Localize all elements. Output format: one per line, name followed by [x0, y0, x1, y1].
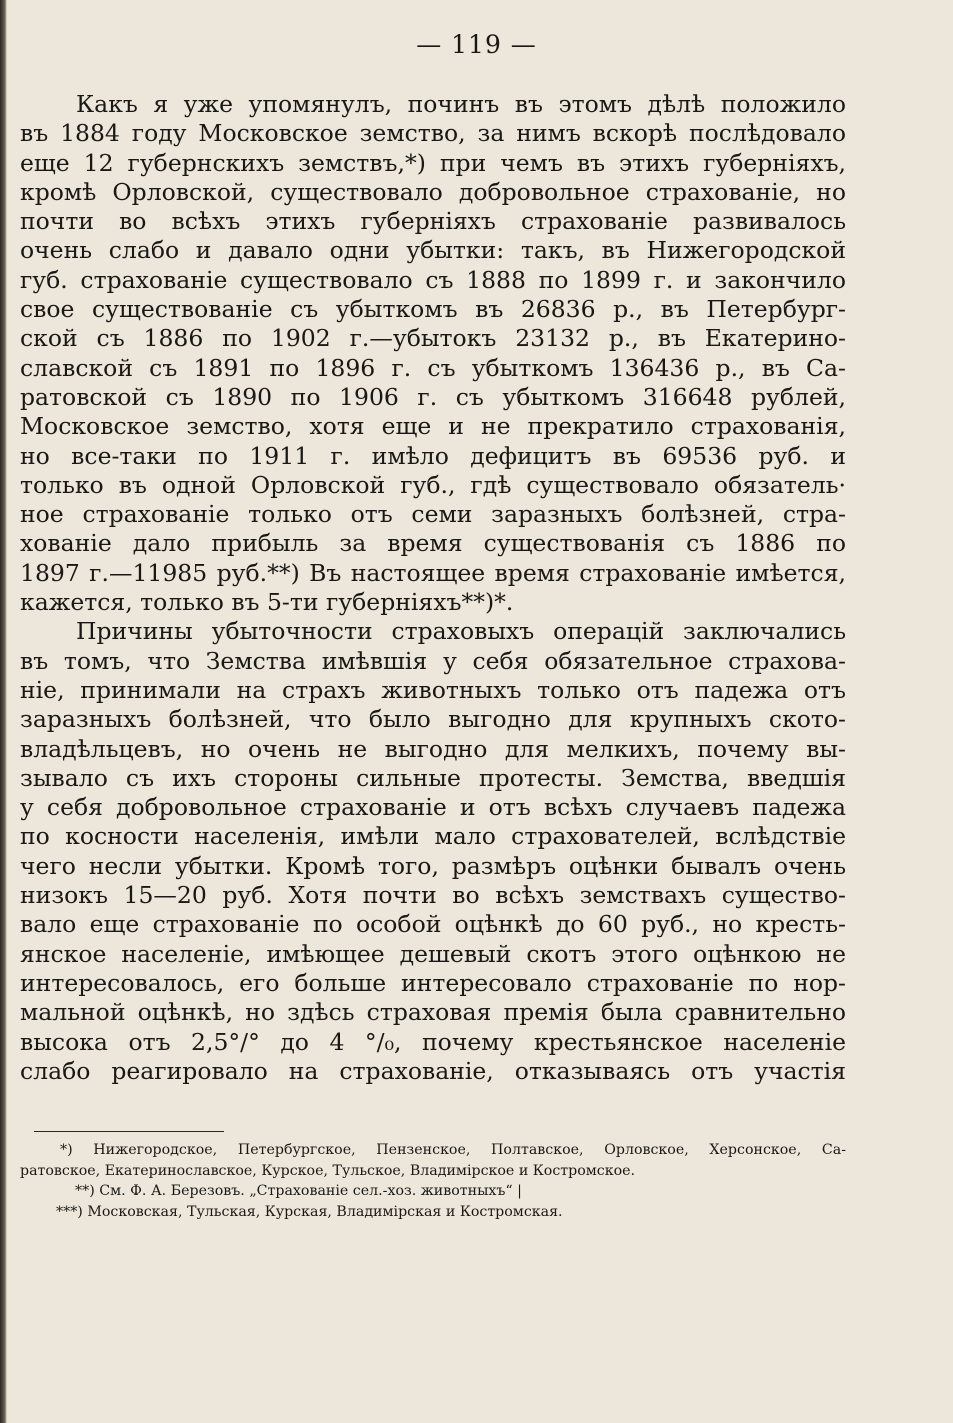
- footnote-line: **) См. Ф. А. Березовъ. „Страхованіе сел.-хоз. животныхъ“ |: [75, 1183, 522, 1199]
- page-number: — 119 —: [416, 30, 537, 59]
- text-line: вало еще страхованіе по особой оцѣнкѣ до 60 руб., но кресть-: [20, 910, 846, 939]
- footnote-divider: [34, 1131, 224, 1132]
- text-line: заразныхъ болѣзней, что было выгодно для крупныхъ ското-: [20, 705, 846, 734]
- text-line: владѣльцевъ, но очень не выгодно для мелкихъ, почему вы-: [20, 734, 846, 763]
- text-line: слабо реагировало на страхованіе, отказываясь отъ участія: [20, 1056, 846, 1085]
- text-line: славской съ 1891 по 1896 г. съ убыткомъ 136436 р., въ Са-: [20, 353, 846, 382]
- text-line: у себя добровольное страхованіе и отъ всѣхъ случаевъ падежа: [20, 793, 846, 822]
- text-line: низокъ 15—20 руб. Хотя почти во всѣхъ земствахъ существо-: [20, 881, 846, 910]
- text-line: Какъ я уже упомянулъ, починъ въ этомъ дѣлѣ положило: [76, 90, 846, 118]
- text-line: свое существованіе съ убыткомъ въ 26836 р., въ Петербург-: [20, 295, 846, 324]
- body-text: [20, 90, 846, 1086]
- text-line: еще 12 губернскихъ земствъ,*) при чемъ въ этихъ губерніяхъ,: [20, 148, 846, 177]
- text-line: кромѣ Орловской, существовало добровольное страхованіе, но: [20, 177, 846, 206]
- text-line: ніе, принимали на страхъ животныхъ только отъ падежа отъ: [20, 675, 846, 704]
- footnote-line: ратовское, Екатеринославское, Курское, Тульское, Владимірское и Костромское.: [20, 1162, 636, 1179]
- text-line: кажется, только въ 5-ти губерніяхъ**)*.: [20, 588, 514, 617]
- text-line: ратовской съ 1890 по 1906 г. съ убыткомъ 316648 рублей,: [20, 382, 846, 411]
- text-line: интересовалось, его больше интересовало страхованіе по нор-: [20, 968, 846, 997]
- text-line: почти во всѣхъ этихъ губерніяхъ страхованіе развивалось: [20, 207, 846, 236]
- text-line: ное страхованіе только отъ семи заразныхъ болѣзней, стра-: [20, 500, 846, 529]
- footnote-line: *) Нижегородское, Петербургское, Пензенское, Полтавское, Орловское, Херсонское, Са-: [60, 1142, 846, 1158]
- text-line: по косности населенія, имѣли мало страхователей, вслѣдствіе: [20, 822, 846, 851]
- text-line: чего несли убытки. Кромѣ того, размѣръ оцѣнки бывалъ очень: [20, 851, 846, 880]
- footnotes: [20, 1140, 846, 1222]
- text-line: высока отъ 2,5°/° до 4 °/₀, почему крестьянское населеніе: [20, 1027, 846, 1056]
- text-line: зывало съ ихъ стороны сильные протесты. Земства, введшія: [20, 763, 846, 792]
- footnote-line: ***) Московская, Тульская, Курская, Владимірская и Костромская.: [56, 1203, 563, 1220]
- text-line: 1897 г.—11985 руб.**) Въ настоящее время страхованіе имѣется,: [20, 558, 846, 587]
- text-line: губ. страхованіе существовало съ 1888 по 1899 г. и закончило: [20, 265, 846, 294]
- text-line: мальной оцѣнкѣ, но здѣсь страховая премія была сравнительно: [20, 998, 846, 1027]
- text-line: ской съ 1886 по 1902 г.—убытокъ 23132 р., въ Екатерино-: [20, 324, 846, 353]
- text-line: въ томъ, что Земства имѣвшія у себя обязательное страхова-: [20, 646, 846, 675]
- book-spine-shadow: [0, 0, 7, 1423]
- text-line: Причины убыточности страховыхъ операцій заключались: [76, 617, 846, 646]
- text-line: но все-таки по 1911 г. имѣло дефицитъ въ 69536 руб. и: [20, 441, 846, 470]
- text-line: Московское земство, хотя еще и не прекратило страхованія,: [20, 412, 846, 441]
- text-line: хованіе дало прибыль за время существованія съ 1886 по: [20, 529, 846, 558]
- text-line: въ 1884 году Московское земство, за нимъ вскорѣ послѣдовало: [20, 119, 846, 148]
- text-line: янское населеніе, имѣющее дешевый скотъ этого оцѣнкою не: [20, 939, 846, 968]
- text-line: очень слабо и давало одни убытки: такъ, въ Нижегородской: [20, 236, 846, 265]
- text-line: только въ одной Орловской губ., гдѣ существовало обязатель·: [20, 470, 846, 499]
